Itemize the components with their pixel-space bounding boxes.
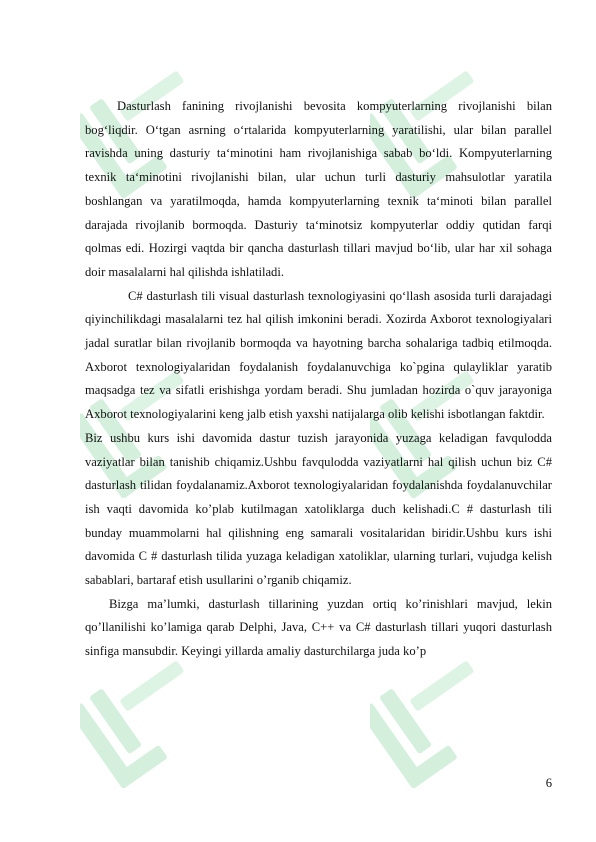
paragraph-csharp: C# dasturlash tili visual dasturlash texnologiyasini qo‘llash asosida turli darajadagi qiyinchilikdagi masalalarni tez hal qilish imkonini beradi. Xozirda Axborot texnologiyalari jadal suratlar bilan rivojlanib bormoqda va hayotning barcha sohalariga tadbiq etilmoqda. Axborot texnologiyalaridan foydalanish foydalanuvchiga ko`pgina qulayliklar yaratib maqsadga tez va sifatli erishishga yordam beradi. Shu jumladan hozirda o`quv jarayoniga Axborot texnologiyalarini keng jalb etish yaxshi natijalarga olib kelishi isbotlangan faktdir. bbox=[85, 288, 552, 422]
watermark-logo-graphic bbox=[80, 650, 210, 800]
paragraph-languages: Bizga ma’lumki, dasturlash tillarining yuzdan ortiq ko’rinishlari mavjud, lekin qo’llanilishi ko’lamiga qarab Delphi, Java, C++ va C# dasturlash tillari yuqori dasturlash sinfiga mansubdir. Keyingi yillarda amaliy dasturchilarga juda ko’p bbox=[85, 596, 552, 659]
paragraph-course-goal: Biz ushbu kurs ishi davomida dastur tuzish jarayonida yuzaga keladigan favqulodda vaziyatlar bilan tanishib chiqamiz.Ushbu favqulodda vaziyatlarni hal qilish uchun biz C# dasturlash tilidan foydalanamiz.Axborot texnologiyalaridan foydalanishda foydalanuvchilar ish vaqti davomida ko’plab kutilmagan xatoliklarga duch kelishadi.C # dasturlash tili bunday muammolarni hal qilishning eng samarali vositalaridan biridir.Ushbu kurs ishi davomida C # dasturlash tilida yuzaga keladigan xatoliklar, ularning turlari, vujudga kelish sabablari, bartaraf etish usullarini o’rganib chiqamiz. bbox=[85, 430, 552, 588]
watermark-logo-graphic bbox=[370, 650, 500, 800]
watermark-logo-icon bbox=[370, 650, 500, 800]
watermark-logo-icon bbox=[80, 650, 210, 800]
page-number: 6 bbox=[545, 776, 552, 790]
body-text bbox=[85, 95, 552, 664]
paragraph-intro: Dasturlash fanining rivojlanishi bevosita kompyuterlarning rivojlanishi bilan bog‘liqdir. O‘tgan asrning o‘rtalarida kompyuterlarning yaratilishi, ular bilan parallel ravishda uning dasturiy ta‘minotini ham rivojlanishiga sabab bo‘ldi. Kompyuterlarning texnik ta‘minotini rivojlanishi bilan, ular uchun turli dasturiy mahsulotlar yaratila boshlangan va yaratilmoqda, hamda kompyuterlarning texnik ta‘minoti bilan parallel darajada rivojlanib bormoqda. Dasturiy ta‘minotsiz kompyuterlar oddiy qutidan farqi qolmas edi. Hozirgi vaqtda bir qancha dasturlash tillari mavjud bo‘lib, ular har xil sohaga doir masalalarni hal qilishda ishlatiladi. bbox=[85, 99, 552, 279]
